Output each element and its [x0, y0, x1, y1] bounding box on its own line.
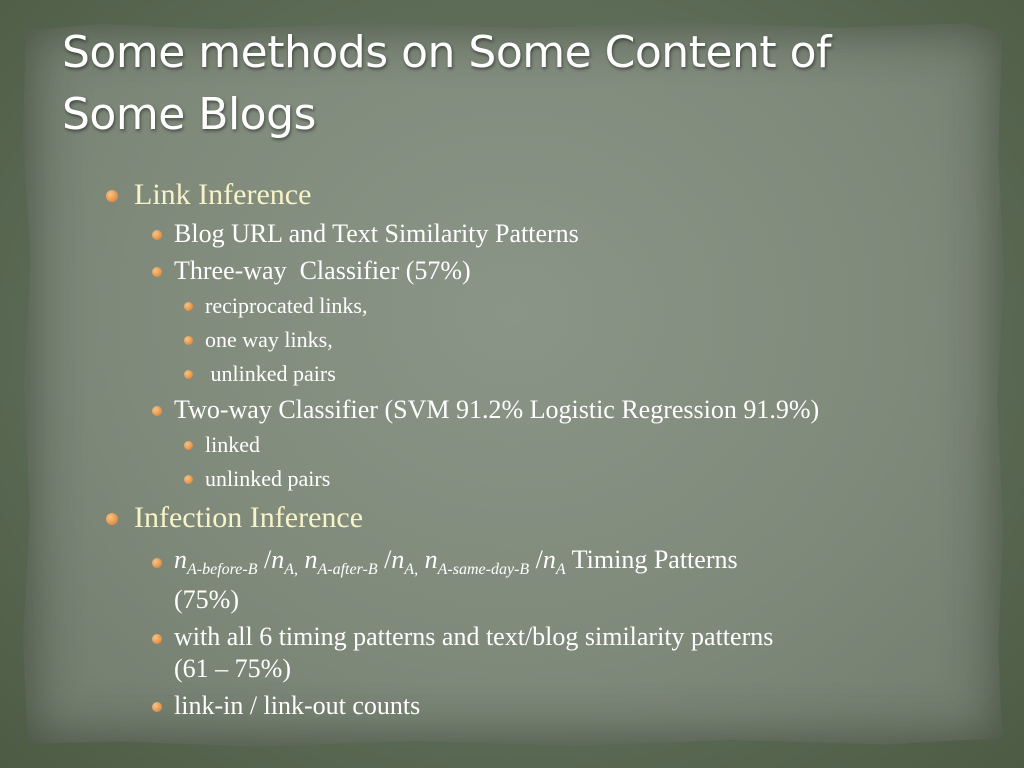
bullet-dot-icon [184, 302, 193, 311]
bullet-blog-url-similarity: Blog URL and Text Similarity Patterns [104, 217, 964, 251]
bullet-dot-icon [152, 558, 162, 568]
bullet-dot-icon [184, 336, 193, 345]
bullet-list [104, 172, 964, 723]
bullet-link-counts: link-in / link-out counts [104, 689, 964, 723]
bullet-dot-icon [152, 634, 162, 644]
bullet-all-six-patterns: with all 6 timing patterns and text/blog similarity patterns (61 – 75%) [104, 621, 964, 685]
bullet-dot-icon [106, 190, 118, 202]
bullet-unlinked-pairs-2: unlinked pairs [104, 463, 964, 495]
bullet-reciprocated-links: reciprocated links, [104, 290, 964, 322]
title-line-1: Some methods on Some Content of [62, 27, 832, 78]
bullet-one-way-links: one way links, [104, 324, 964, 356]
bullet-two-way-classifier: Two-way Classifier (SVM 91.2% Logistic Regression 91.9%) [104, 393, 964, 427]
bullet-dot-icon [184, 370, 193, 379]
bullet-dot-icon [152, 406, 162, 416]
bullet-dot-icon [152, 230, 162, 240]
bullet-dot-icon [152, 267, 162, 277]
bullet-dot-icon [184, 441, 193, 450]
bullet-dot-icon [106, 513, 118, 525]
bullet-three-way-classifier: Three-way Classifier (57%) [104, 254, 964, 288]
title-line-2: Some Blogs [62, 89, 316, 140]
bullet-timing-patterns: $n_{A-before-B}$ $/n_{A,}$ $n_{A-after-B}$ $/n_{A,}$ $n_{A-same-day-B}$ $/n_A$ Timing Patterns (75%) [104, 545, 964, 615]
slide-title [62, 22, 922, 146]
bullet-linked: linked [104, 429, 964, 461]
bullet-dot-icon [152, 702, 162, 712]
bullet-dot-icon [184, 475, 193, 484]
bullet-unlinked-pairs: unlinked pairs [104, 358, 964, 390]
timing-formula: $n_{A-before-B}$ $/n_{A,}$ $n_{A-after-B}$ $/n_{A,}$ $n_{A-same-day-B}$ $/n_A$ Timing Patterns [174, 545, 738, 579]
bullet-infection-inference: Infection Inference [104, 499, 964, 537]
bullet-link-inference: Link Inference [104, 176, 964, 214]
